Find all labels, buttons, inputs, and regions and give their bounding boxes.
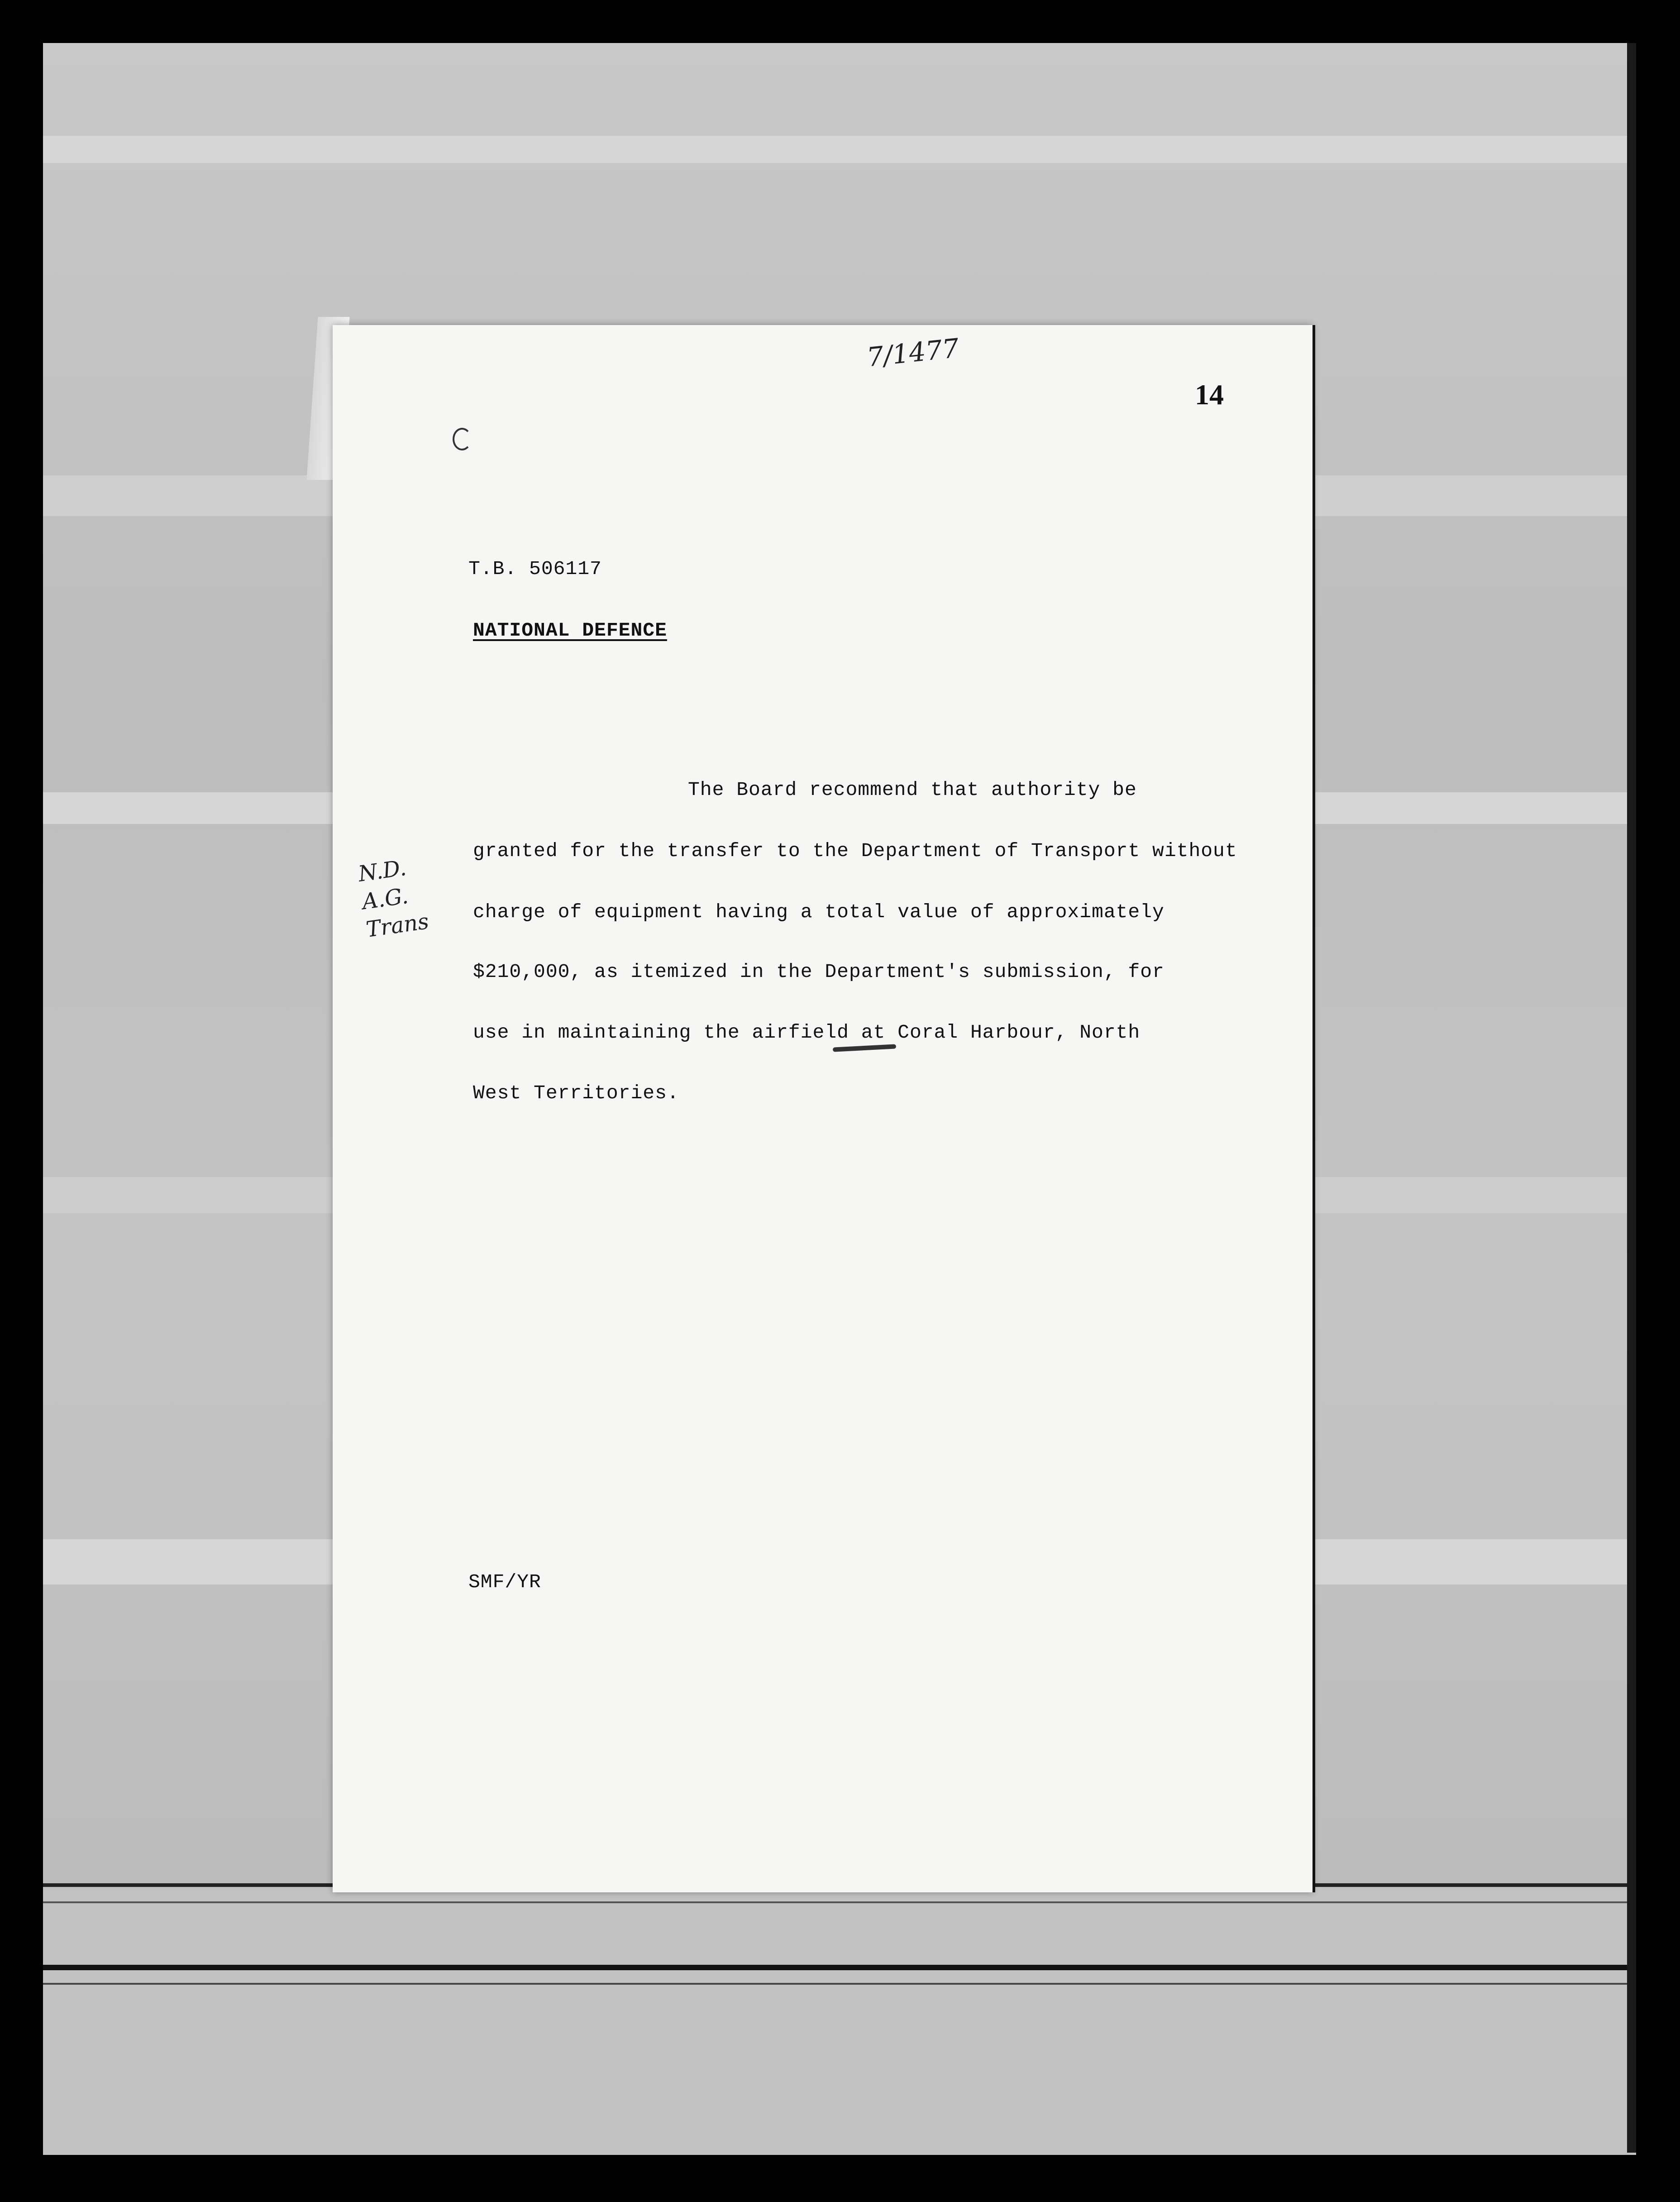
bottom-strip — [43, 1888, 1636, 2155]
department-heading: NATIONAL DEFENCE — [473, 619, 667, 641]
punch-hole-icon — [453, 428, 472, 450]
body-line: $210,000, as itemized in the Department's submission, for — [473, 961, 1165, 983]
margin-annotation: N.D. A.G. Trans — [357, 855, 430, 943]
scan-edge — [1627, 43, 1636, 2153]
scan-band — [43, 136, 1636, 163]
body-line: The Board recommend that authority be — [688, 779, 1137, 801]
divider-line — [43, 1901, 1636, 1903]
page-number: 14 — [1195, 378, 1224, 411]
typist-initials: SMF/YR — [468, 1571, 541, 1593]
handwritten-reference: 7/1477 — [865, 332, 961, 373]
divider-line — [43, 1983, 1636, 1985]
body-line: use in maintaining the airfield at Coral Harbour, North — [473, 1021, 1141, 1044]
divider-line — [43, 1965, 1636, 1970]
body-line: charge of equipment having a total value of approximately — [473, 901, 1165, 923]
body-line: granted for the transfer to the Department of Transport without — [473, 840, 1237, 862]
file-reference: T.B. 506117 — [468, 558, 602, 580]
body-line: West Territories. — [473, 1082, 679, 1104]
